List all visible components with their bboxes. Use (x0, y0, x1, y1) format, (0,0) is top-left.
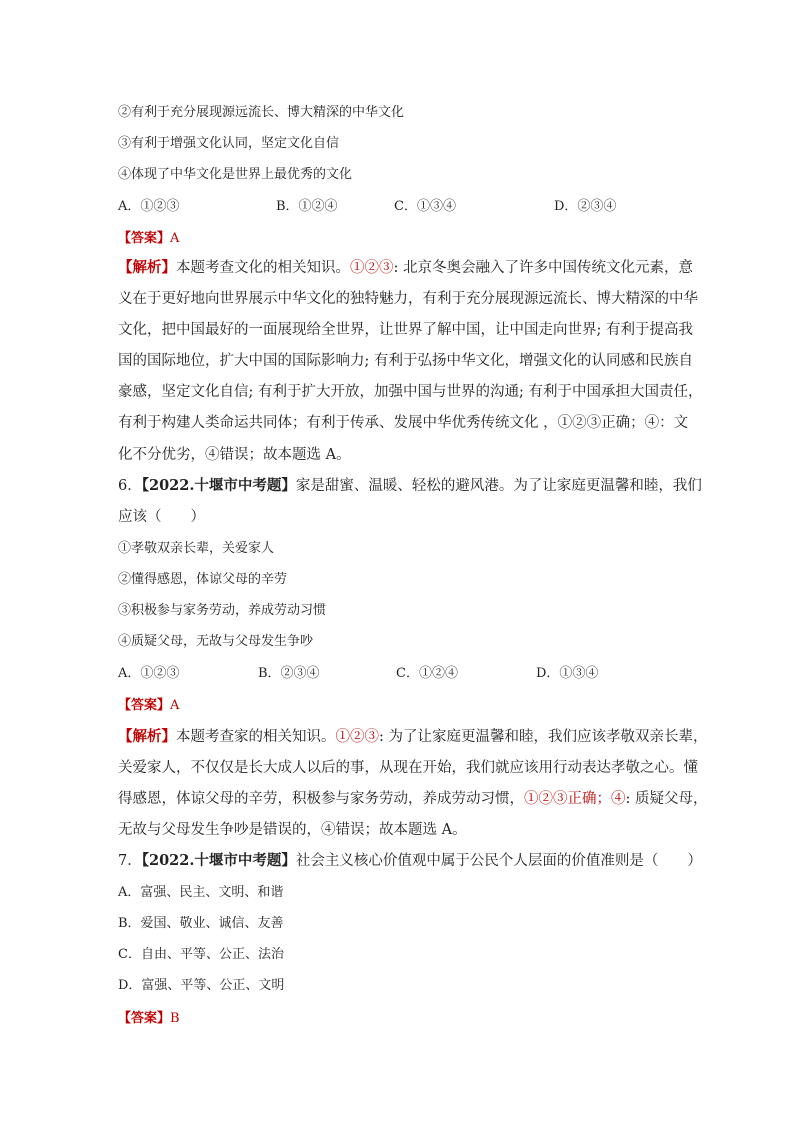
q5-analysis-line-5: 豪感，坚定文化自信; 有利于扩大开放，加强中国与世界的沟通; 有利于中国承担大国责任， (118, 384, 703, 400)
q6-option-c: C．①②④ (396, 666, 458, 681)
q6-statement-3: ③积极参与家务劳动，养成劳动习惯 (118, 603, 327, 618)
q5-option-b: B．①②④ (276, 199, 338, 214)
q6-option-b: B．②③④ (258, 666, 320, 681)
analysis-highlight: ①②③ (335, 729, 379, 745)
question-stem: 家是甜蜜、温暖、轻松的避风港。为了让家庭更温馨和睦，我们 (295, 478, 702, 494)
analysis-tag: 【解析】 (118, 259, 176, 276)
analysis-text: : 北京冬奥会融入了许多中国传统文化元素，意 (393, 260, 693, 276)
q6-stem-line-2: 应该（ ） (118, 509, 205, 525)
analysis-highlight: ①②③正确；④ (524, 791, 626, 807)
analysis-text: 本题考查家的相关知识。 (176, 729, 336, 745)
q5-option-d: D．②③④ (554, 199, 617, 214)
analysis-highlight: ①②③ (350, 260, 394, 276)
q5-statement-4: ④体现了中华文化是世界上最优秀的文化 (118, 167, 353, 182)
q6-analysis-line-2: 关爱家人，不仅仅是长大成人以后的事，从现在开始，我们就应该用行动表达孝敬之心。懂 (118, 760, 698, 776)
q5-analysis-line-1 (118, 258, 693, 278)
q5-analysis-line-6: 有利于构建人类命运共同体；有利于传承、发展中华优秀传统文化 ，①②③正确；④：文 (118, 415, 689, 431)
q7-answer (118, 1010, 180, 1028)
q6-option-d: D．①③④ (536, 666, 599, 681)
analysis-text: 本题考查文化的相关知识。 (176, 260, 350, 276)
analysis-text: : 质疑父母， (625, 791, 708, 807)
question-number: 7． (118, 853, 142, 869)
answer-tag: 【答案】 (118, 231, 171, 246)
q6-answer (118, 697, 179, 715)
q5-statement-3: ③有利于增强文化认同，坚定文化自信 (118, 136, 340, 151)
answer-value: A (170, 698, 180, 713)
answer-value: B (170, 1011, 180, 1026)
analysis-text: : 为了让家庭更温馨和睦，我们应该孝敬双亲长辈， (379, 729, 708, 745)
q6-analysis-line-1 (118, 727, 708, 747)
q6-stem-line-1 (118, 476, 702, 496)
q5-statement-2: ②有利于充分展现源远流长、博大精深的中华文化 (118, 105, 405, 120)
analysis-tag: 【解析】 (118, 728, 176, 745)
q7-option-c: C．自由、平等、公正、法治 (118, 947, 284, 962)
q6-option-a: A．①②③ (118, 666, 180, 681)
q6-analysis-line-4: 无故与父母发生争吵是错误的，④错误；故本题选 A。 (118, 822, 467, 838)
q6-analysis-line-3 (118, 789, 708, 809)
q5-analysis-line-3: 文化，把中国最好的一面展现给全世界，让世界了解中国，让中国走向世界; 有利于提高我 (118, 322, 693, 338)
q7-stem (118, 851, 702, 871)
q7-option-b: B．爱国、敬业、诚信、友善 (118, 916, 284, 931)
answer-tag: 【答案】 (118, 1011, 171, 1026)
q5-analysis-line-4: 国的国际地位，扩大中国的国际影响力; 有利于弘扬中华文化，增强文化的认同感和民族自 (118, 353, 693, 369)
q5-option-a: A．①②③ (118, 199, 180, 214)
q7-option-a: A．富强、民主、文明、和谐 (118, 885, 284, 900)
question-source: 【2022.十堰市中考题】 (141, 852, 296, 869)
q7-option-d: D．富强、平等、公正、文明 (118, 978, 285, 993)
answer-value: A (170, 231, 180, 246)
question-number: 6． (118, 478, 142, 494)
q5-analysis-line-7: 化不分优劣，④错误；故本题选 A。 (118, 447, 351, 463)
question-stem: 社会主义核心价值观中属于公民个人层面的价值准则是（ ） (295, 853, 702, 869)
q5-answer (118, 230, 179, 248)
q6-statement-4: ④质疑父母，无故与父母发生争吵 (118, 634, 314, 649)
q6-statement-1: ①孝敬双亲长辈，关爱家人 (118, 541, 275, 556)
q5-option-c: C．①③④ (394, 199, 456, 214)
answer-tag: 【答案】 (118, 698, 171, 713)
q5-analysis-line-2: 义在于更好地向世界展示中华文化的独特魅力，有利于充分展现源远流长、博大精深的中华 (118, 291, 698, 307)
q6-statement-2: ②懂得感恩，体谅父母的辛劳 (118, 572, 288, 587)
analysis-text: 得感恩，体谅父母的辛劳，积极参与家务劳动，养成劳动习惯， (118, 791, 524, 807)
question-source: 【2022.十堰市中考题】 (141, 477, 296, 494)
